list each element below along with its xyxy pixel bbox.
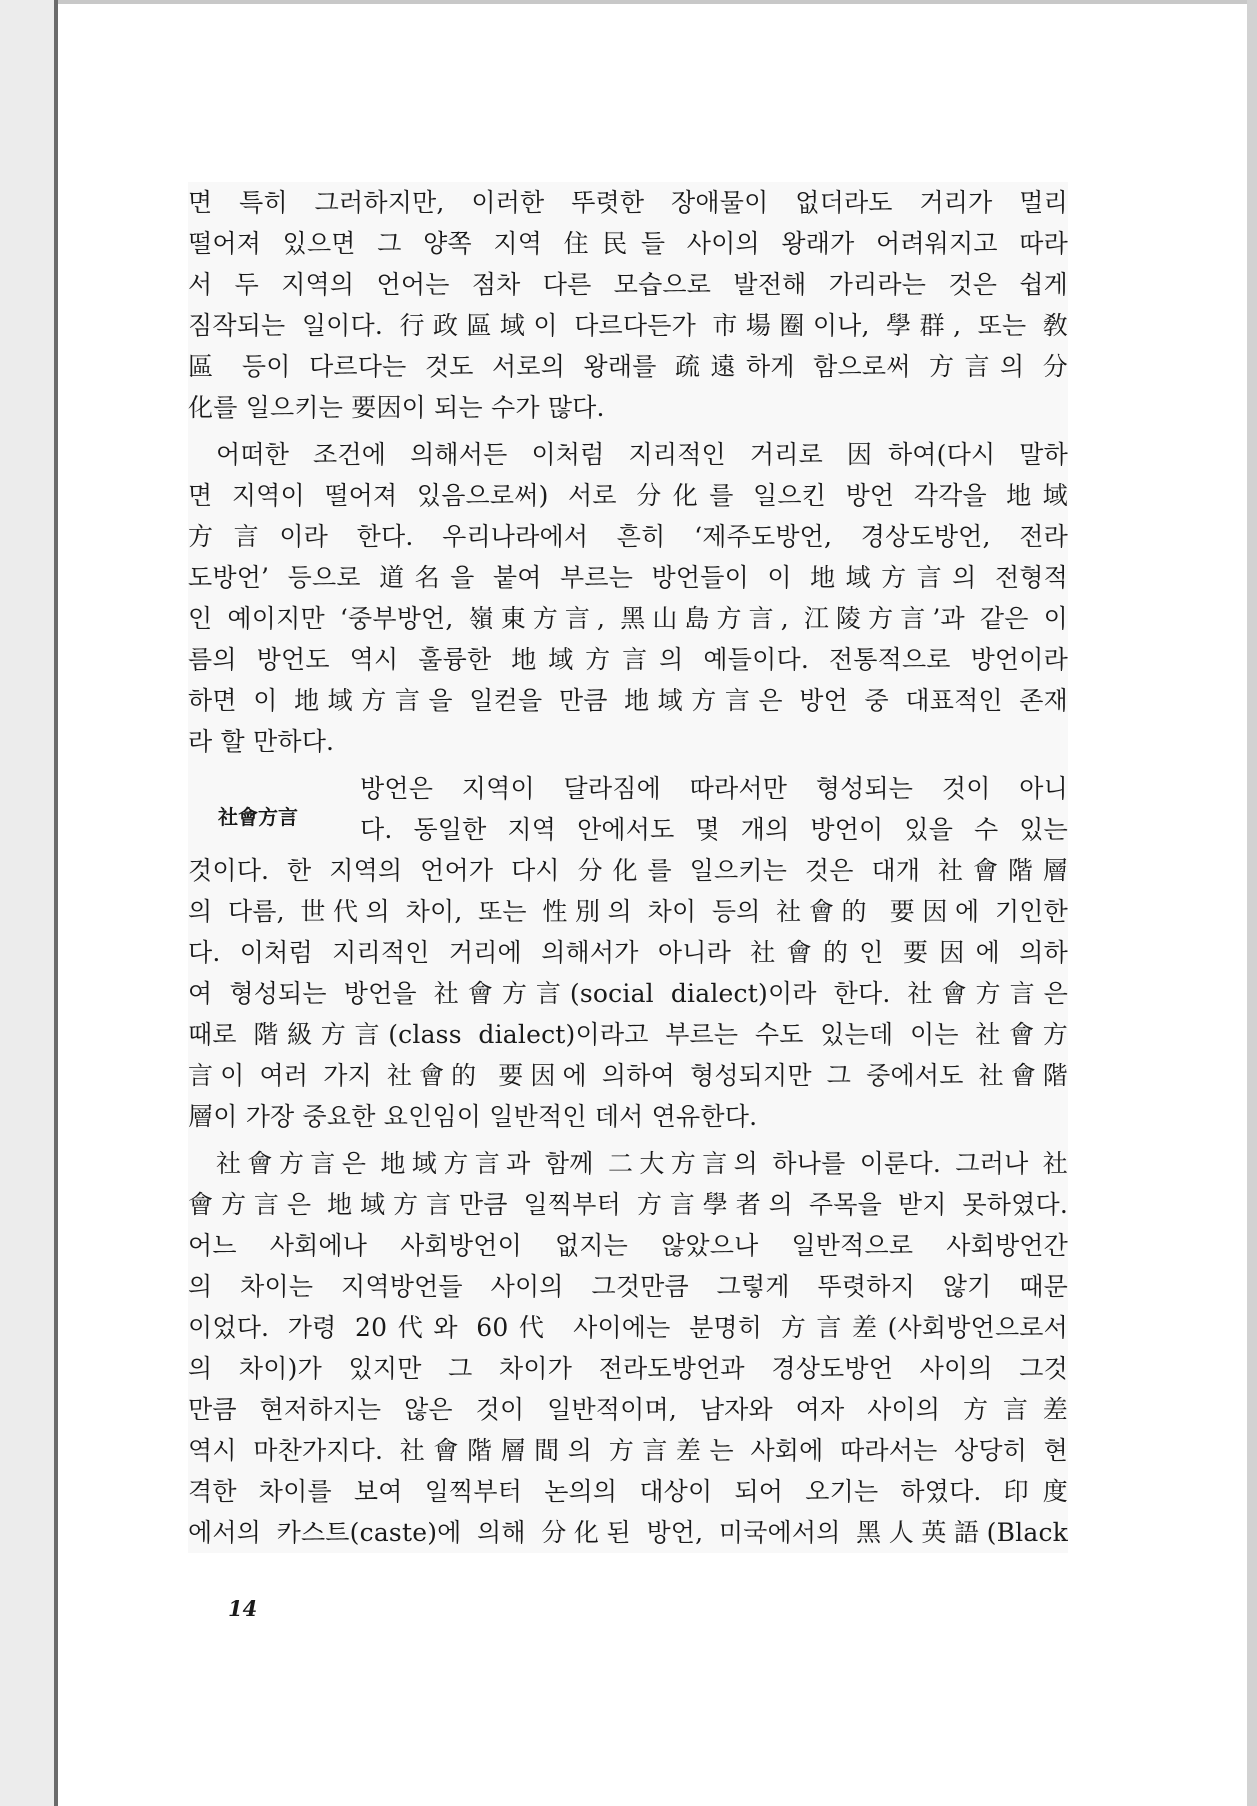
text-line: 의 다름, 世代의 차이, 또는 性別의 차이 등의 社會的 要因에 기인한 [188, 897, 1068, 926]
page-top-border [58, 0, 1257, 4]
text-line: 여 형성되는 방언을 社會方言(social dialect)이라 한다. 社會方言은 [188, 979, 1068, 1008]
text-line: 方言이라 한다. 우리나라에서 흔히 ‘제주도방언, 경상도방언, 전라 [188, 522, 1068, 551]
text-line: 에서의 카스트(caste)에 의해 分化된 방언, 미국에서의 黑人英語(Black [188, 1518, 1068, 1547]
text-line: 化를 일으키는 要因이 되는 수가 많다. [188, 393, 605, 422]
text-line: 會方言은 地域方言만큼 일찍부터 方言學者의 주목을 받지 못하였다. [188, 1190, 1068, 1219]
text-line: 때로 階級方言(class dialect)이라고 부르는 수도 있는데 이는 社會方 [188, 1020, 1068, 1049]
text-line: 름의 방언도 역시 훌륭한 地域方言의 예들이다. 전통적으로 방언이라 [188, 645, 1068, 674]
page-right-edge [1247, 0, 1257, 1806]
text-line: 어느 사회에나 사회방언이 없지는 않았으나 일반적으로 사회방언간 [188, 1231, 1068, 1260]
text-line: 社會方言은 地域方言과 함께 二大方言의 하나를 이룬다. 그러나 社 [216, 1149, 1068, 1178]
text-line: 방언은 지역이 달라짐에 따라서만 형성되는 것이 아니 [360, 774, 1068, 803]
text-line: 라 할 만하다. [188, 727, 335, 756]
body-text [188, 182, 1068, 1553]
text-line: 의 차이는 지역방언들 사이의 그것만큼 그렇게 뚜렷하지 않기 때문 [188, 1272, 1068, 1301]
margin-note: 社會方言 [218, 805, 298, 829]
paragraph [188, 434, 1068, 762]
text-line: 격한 차이를 보여 일찍부터 논의의 대상이 되어 오기는 하였다. 印度 [188, 1477, 1068, 1506]
text-line: 인 예이지만 ‘중부방언, 嶺東方言, 黑山島方言, 江陵方言’과 같은 이 [188, 604, 1068, 633]
text-line: 어떠한 조건에 의해서든 이처럼 지리적인 거리로 因하여(다시 말하 [216, 440, 1068, 469]
text-line: 層이 가장 중요한 요인임이 일반적인 데서 연유한다. [188, 1102, 758, 1131]
page-number: 14 [228, 1596, 258, 1621]
text-line: 떨어져 있으면 그 양쪽 지역 住民들 사이의 왕래가 어려워지고 따라 [188, 229, 1068, 258]
paragraph [188, 768, 1068, 1137]
text-line: 다. 이처럼 지리적인 거리에 의해서가 아니라 社會的인 要因에 의하 [188, 938, 1068, 967]
page-left-edge [0, 0, 54, 1806]
text-line: 言이 여러 가지 社會的 要因에 의하여 형성되지만 그 중에서도 社會階 [188, 1061, 1068, 1090]
text-line: 짐작되는 일이다. 行政區域이 다르다든가 市場圈이나, 學群, 또는 敎 [188, 311, 1068, 340]
text-line: 서 두 지역의 언어는 점차 다른 모습으로 발전해 가리라는 것은 쉽게 [188, 270, 1068, 299]
text-line: 것이다. 한 지역의 언어가 다시 分化를 일으키는 것은 대개 社會階層 [188, 856, 1068, 885]
text-line: 만큼 현저하지는 않은 것이 일반적이며, 남자와 여자 사이의 方言差 [188, 1395, 1068, 1424]
text-line: 하면 이 地域方言을 일컫을 만큼 地域方言은 방언 중 대표적인 존재 [188, 686, 1068, 715]
text-line: 역시 마찬가지다. 社會階層間의 方言差는 사회에 따라서는 상당히 현 [188, 1436, 1068, 1465]
text-line: 면 지역이 떨어져 있음으로써) 서로 分化를 일으킨 방언 각각을 地域 [188, 481, 1068, 510]
binding-line [54, 0, 58, 1806]
text-line: 도방언’ 등으로 道名을 붙여 부르는 방언들이 이 地域方言의 전형적 [188, 563, 1068, 592]
paragraph [188, 1143, 1068, 1553]
text-line: 區 등이 다르다는 것도 서로의 왕래를 疏遠하게 함으로써 方言의 分 [188, 352, 1068, 381]
text-line: 이었다. 가령 20代와 60代 사이에는 분명히 方言差(사회방언으로서 [188, 1313, 1068, 1342]
text-line: 면 특히 그러하지만, 이러한 뚜렷한 장애물이 없더라도 거리가 멀리 [188, 188, 1068, 217]
paragraph [188, 182, 1068, 428]
text-line: 다. 동일한 지역 안에서도 몇 개의 방언이 있을 수 있는 [360, 815, 1068, 844]
text-line: 의 차이)가 있지만 그 차이가 전라도방언과 경상도방언 사이의 그것 [188, 1354, 1068, 1383]
